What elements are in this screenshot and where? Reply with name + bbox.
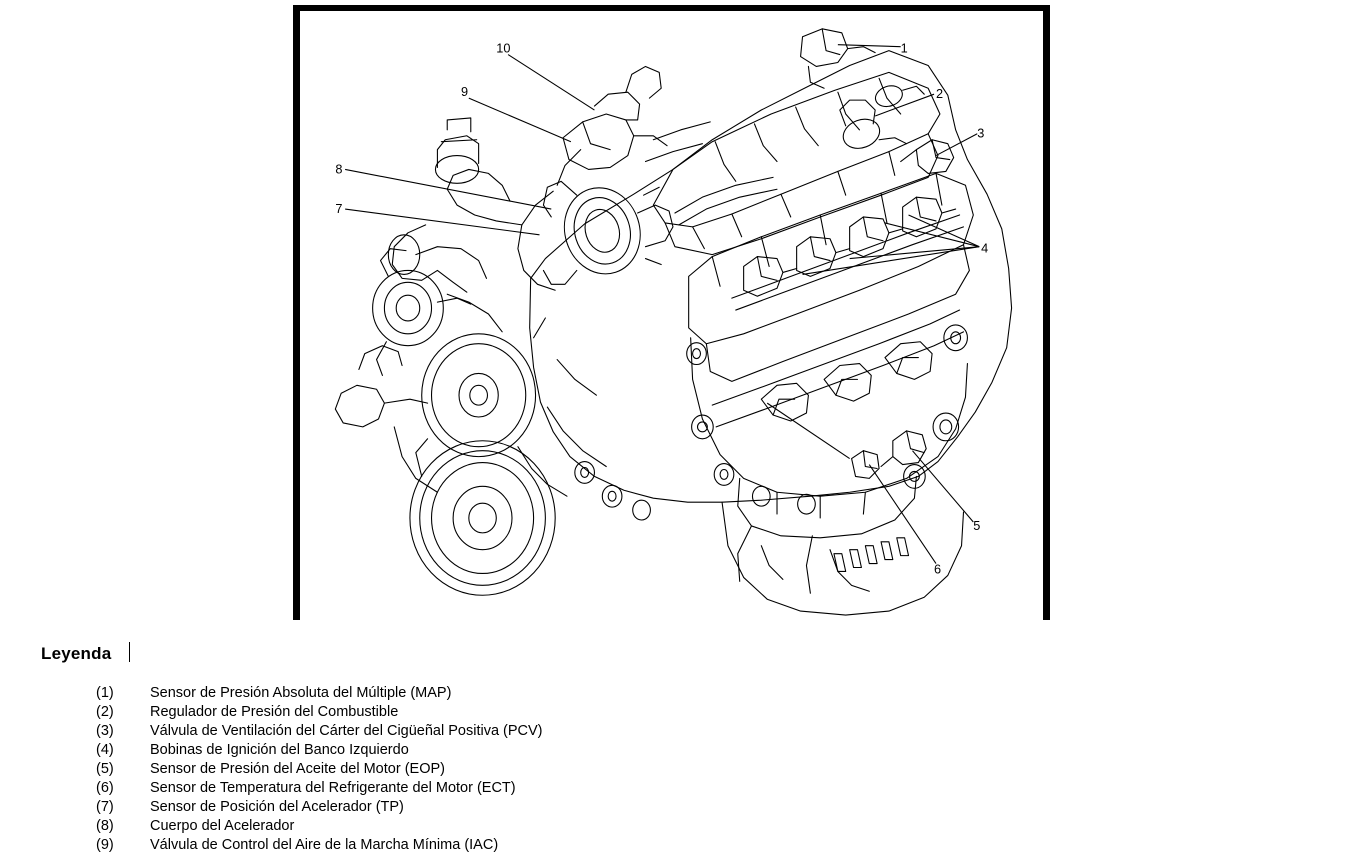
- callout-label-4: 4: [981, 240, 989, 256]
- legend-item-number: (3): [96, 723, 114, 739]
- callout-label-6: 6: [934, 561, 942, 577]
- engine-diagram-canvas: [300, 11, 1043, 620]
- list-item: [96, 722, 1096, 741]
- legend-item-label: Sensor de Presión del Aceite del Motor (EOP): [150, 761, 445, 777]
- legend-item-label: Válvula de Ventilación del Cárter del Cigüeñal Positiva (PCV): [150, 723, 543, 739]
- list-item: [96, 741, 1096, 760]
- legend-item-number: (7): [96, 799, 114, 815]
- callout-label-1: 1: [900, 40, 908, 56]
- callout-label-2: 2: [936, 86, 944, 102]
- legend-item-label: Regulador de Presión del Combustible: [150, 704, 399, 720]
- legend-item-number: (5): [96, 761, 114, 777]
- callout-label-7: 7: [335, 200, 343, 217]
- list-item: [96, 760, 1096, 779]
- legend-section: [0, 628, 1358, 868]
- legend-item-number: (4): [96, 742, 114, 758]
- legend-item-label: Bobinas de Ignición del Banco Izquierdo: [150, 742, 409, 758]
- list-item: [96, 779, 1096, 798]
- legend-item-label: Sensor de Presión Absoluta del Múltiple (MAP): [150, 685, 452, 701]
- callout-label-8: 8: [335, 161, 343, 177]
- legend-item-label: Válvula de Control del Aire de la Marcha Mínima (IAC): [150, 837, 499, 853]
- list-item: [96, 798, 1096, 817]
- engine-illustration: [300, 11, 1043, 620]
- legend-item-number: (8): [96, 818, 114, 834]
- list-item: [96, 703, 1096, 722]
- list-item: [96, 836, 1096, 855]
- legend-item-number: (9): [96, 837, 114, 853]
- legend-item-label: Cuerpo del Acelerador: [150, 818, 295, 834]
- legend-item-number: (1): [96, 685, 114, 701]
- engine-diagram-panel: [293, 5, 1050, 620]
- callout-label-10: 10: [496, 40, 511, 56]
- legend-list: [96, 684, 1096, 855]
- legend-item-number: (6): [96, 780, 114, 796]
- text-cursor: [129, 642, 130, 662]
- legend-item-number: (2): [96, 704, 114, 720]
- callout-label-3: 3: [977, 125, 985, 141]
- callout-label-9: 9: [460, 84, 469, 100]
- callout-label-5: 5: [973, 517, 981, 533]
- legend-item-label: Sensor de Posición del Acelerador (TP): [150, 799, 404, 815]
- legend-item-label: Sensor de Temperatura del Refrigerante del Motor (ECT): [150, 780, 516, 796]
- list-item: [96, 817, 1096, 836]
- legend-title: Leyenda: [41, 644, 112, 663]
- list-item: [96, 684, 1096, 703]
